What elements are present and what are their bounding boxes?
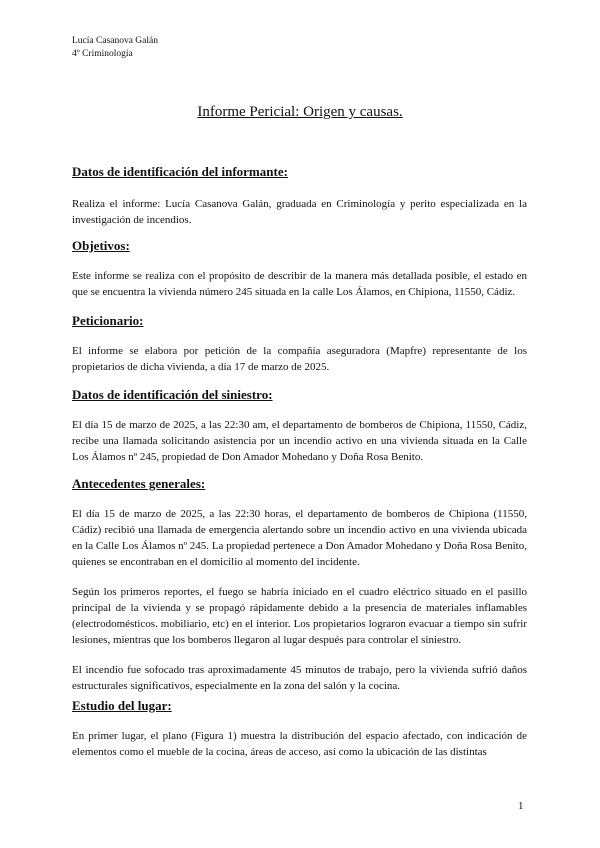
section-siniestro (72, 387, 527, 465)
page-number: 1 (518, 800, 524, 812)
section-paragraph: El día 15 de marzo de 2025, a las 22:30 am, el departamento de bomberos de Chipiona, 11550, Cádiz, recibe una llamada solicitando asistencia por un incendio activo en una vivienda situada en la Calle Los Álamos nº 245, propiedad de Don Amador Mohedano y Doña Rosa Benito. (72, 419, 527, 463)
section-heading: Datos de identificación del siniestro: (72, 387, 273, 402)
section-paragraph: Este informe se realiza con el propósito de describir de la manera más detallada posible, el estado en que se encuentra la vivienda número 245 situada en la calle Los Álamos, en Chipiona, 11550, Cádiz. (72, 270, 527, 298)
section-heading: Antecedentes generales: (72, 476, 206, 491)
section-paragraph: En primer lugar, el plano (Figura 1) muestra la distribución del espacio afectado, con indicación de elementos como el mueble de la cocina, áreas de acceso, así como la ubicación de las distintas (72, 730, 527, 758)
section-objetivos (72, 238, 527, 300)
section-antecedentes (72, 476, 527, 694)
section-paragraph: El informe se elabora por petición de la compañía aseguradora (Mapfre) representante de los propietarios de dicha vivienda, a día 17 de marzo de 2025. (72, 345, 527, 373)
section-informante (72, 164, 527, 228)
author-name: Lucía Casanova Galán (72, 36, 158, 46)
section-heading: Estudio del lugar: (72, 698, 172, 713)
section-heading: Objetivos: (72, 238, 130, 253)
section-paragraph: Según los primeros reportes, el fuego se habría iniciado en el cuadro eléctrico situado en el pasillo principal de la vivienda y se propagó rápidamente debido a la presencia de materiales inflamables (electrodomésticos. mobiliario, etc) en el interior. Los propietarios lograron evacuar a tiempo sin sufrir lesiones, mientras que los bomberos llegaron al lugar después para controlar el siniestro. (72, 586, 527, 646)
section-paragraph: El día 15 de marzo de 2025, a las 22:30 horas, el departamento de bomberos de Chipiona (11550, Cádiz) recibió una llamada de emergencia alertando sobre un incendio activo en una vivienda ubicada en la Calle Los Álamos nº 245. La propiedad pertenece a Don Amador Mohedano y Doña Rosa Benito, quienes se encontraban en el domicilio al momento del incidente. (72, 508, 527, 568)
section-estudio (72, 698, 527, 760)
section-peticionario (72, 313, 527, 375)
section-paragraph: Realiza el informe: Lucía Casanova Galán, graduada en Criminología y perito especializada en la investigación de incendios. (72, 198, 527, 226)
document-header (72, 35, 158, 61)
section-heading: Datos de identificación del informante: (72, 164, 288, 179)
document-title: Informe Pericial: Origen y causas. (197, 104, 403, 120)
section-paragraph: El incendio fue sofocado tras aproximadamente 45 minutos de trabajo, pero la vivienda sufrió daños estructurales significativos, especialmente en la zona del salón y la cocina. (72, 664, 527, 692)
section-heading: Peticionario: (72, 313, 144, 328)
course-label: 4º Criminología (72, 49, 133, 59)
